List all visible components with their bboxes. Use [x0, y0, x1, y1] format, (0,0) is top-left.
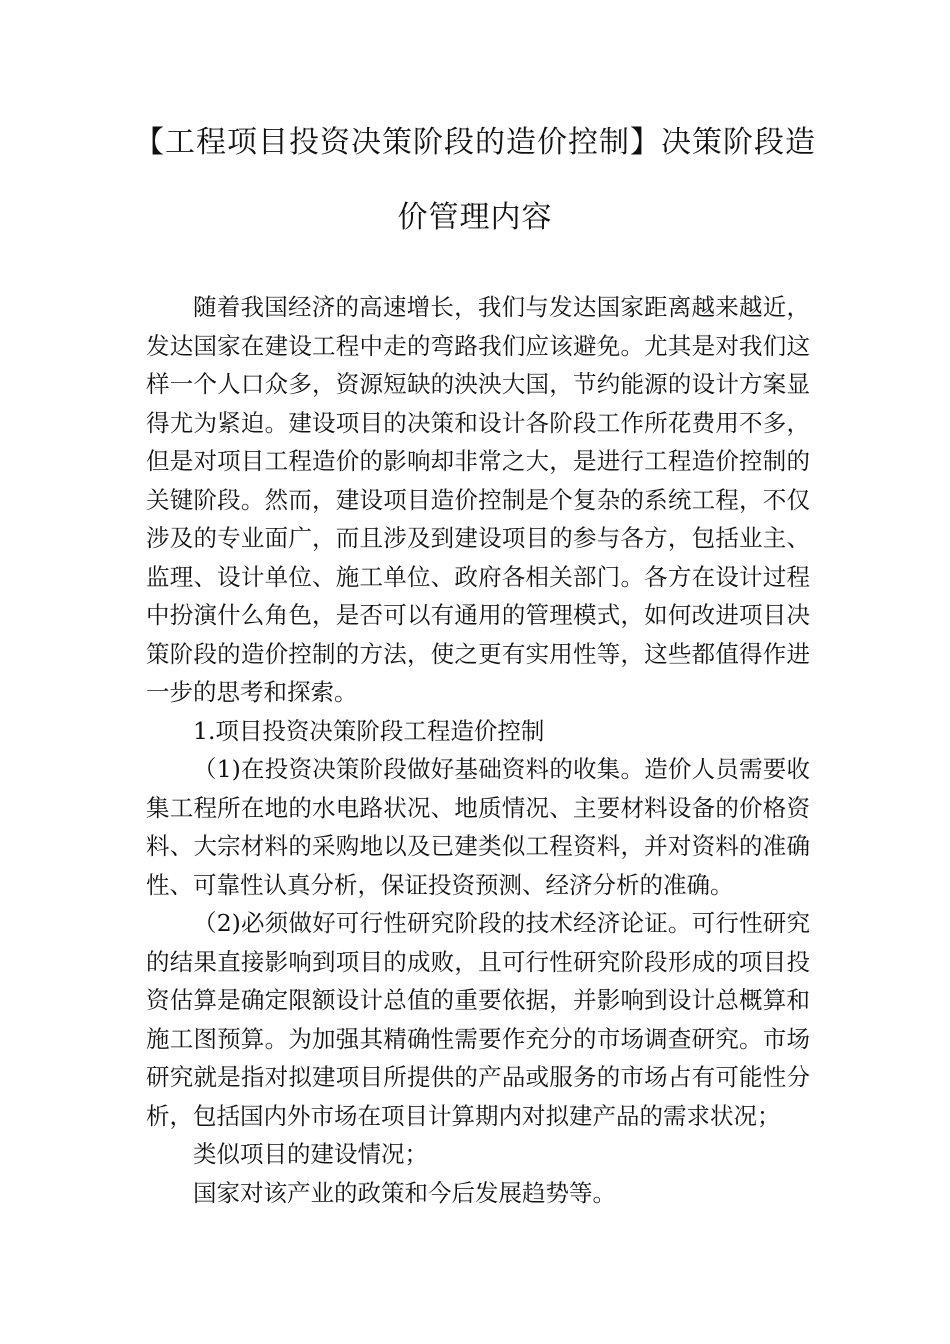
paragraph-similar-projects: 类似项目的建设情况；	[193, 1140, 428, 1168]
paragraph-intro: 随着我国经济的高速增长，我们与发达国家距离越来越近，发达国家在建设工程中走的弯路我们应该避免。尤其是对我们这样一个人口众多，资源短缺的泱泱大国，节约能源的设计方案显得尤为紧迫。建设项目的决策和设计各阶段工作所花费用不多，但是对项目工程造价的影响却非常之大，是进行工程造价控制的关键阶段。然而，建设项目造价控制是个复杂的系统工程，不仅涉及的专业面广，而且涉及到建设项目的参与各方，包括业主、监理、设计单位、施工单位、政府各相关部门。各方在设计过程中扮演什么角色，是否可以有通用的管理模式，如何改进项目决策阶段的造价控制的方法，使之更有实用性等，这些都值得作进一步的思考和探索。	[146, 293, 810, 706]
document-title-line-2: 价管理内容	[397, 200, 553, 235]
paragraph-item-2: （2)必须做好可行性研究阶段的技术经济论证。可行性研究的结果直接影响到项目的成败，且可行性研究阶段形成的项目投资估算是确定限额设计总值的重要依据，并影响到设计总概算和施工图预算。为加强其精确性需要作充分的市场调查研究。市场研究就是指对拟建项目所提供的产品或服务的市场占有可能性分析，包括国内外市场在项目计算期内对拟建产品的需求状况；	[146, 909, 810, 1130]
document-title-line-1: 【工程项目投资决策阶段的造价控制】决策阶段造	[134, 125, 816, 160]
paragraph-national-policy: 国家对该产业的政策和今后发展趋势等。	[193, 1178, 616, 1207]
document-body	[146, 288, 810, 1212]
paragraph-item-1: （1)在投资决策阶段做好基础资料的收集。造价人员需要收集工程所在地的水电路状况、地质情况、主要材料设备的价格资料、大宗材料的采购地以及已建类似工程资料，并对资料的准确性、可靠性认真分析，保证投资预测、经济分析的准确。	[146, 755, 810, 899]
section-heading: 1.项目投资决策阶段工程造价控制	[193, 716, 545, 745]
